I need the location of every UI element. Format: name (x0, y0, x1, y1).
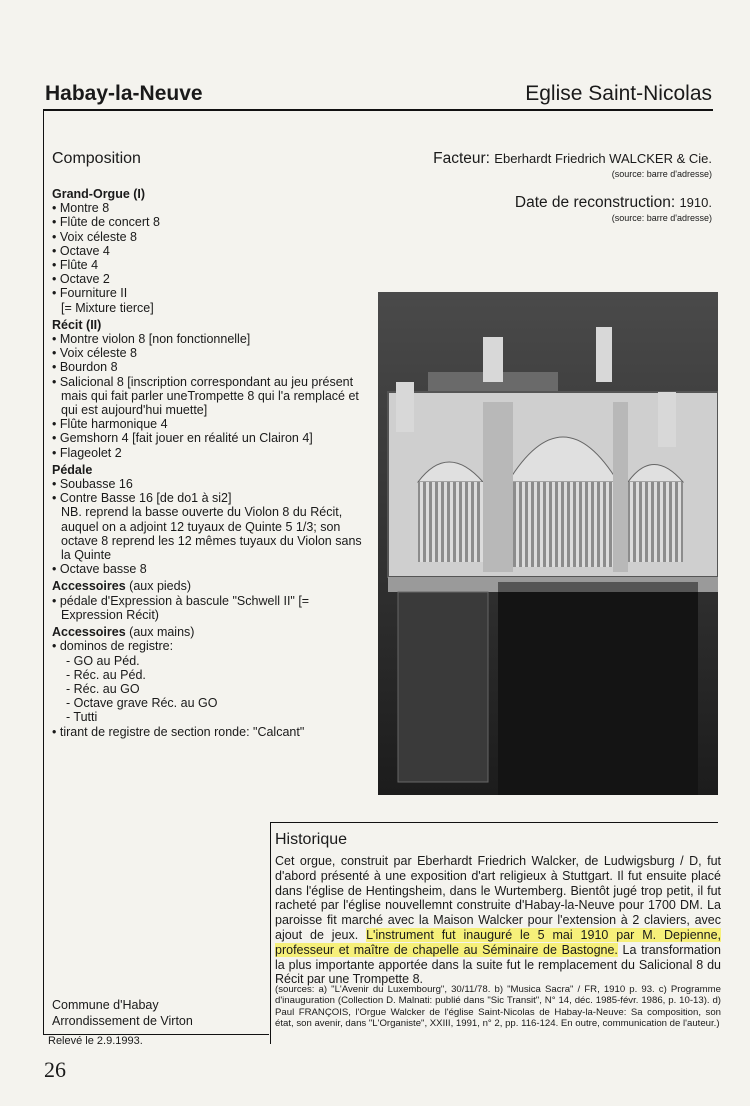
stop-item: • Octave 4 (52, 243, 110, 258)
historique-title: Historique (275, 831, 348, 848)
stop-item: • Gemshorn 4 [fait jouer en réalité un Clairon 4] (52, 431, 313, 446)
accessory-sub-item: - Réc. au GO (66, 681, 140, 696)
stop-item: • Voix céleste 8 (52, 346, 137, 361)
header-rule (43, 109, 713, 111)
stop-item: • Octave basse 8 (52, 562, 147, 577)
accessoires-mains-heading (52, 625, 362, 639)
accessory-item: • dominos de registre: (52, 639, 174, 654)
accessory-sub-item: - GO au Péd. (66, 653, 140, 668)
page-number: 26 (44, 1057, 66, 1082)
stop-note: [= Mixture tierce] (61, 300, 154, 315)
date-source: (source: barre d'adresse) (611, 213, 712, 223)
stop-item: • Contre Basse 16 [de do1 à si2] (52, 491, 232, 506)
recit-heading: Récit (II) (52, 317, 102, 332)
stop-item: • Flûte de concert 8 (52, 215, 160, 230)
pedale-heading: Pédale (52, 462, 93, 477)
stop-item: • Bourdon 8 (52, 360, 118, 375)
historique-part-2: La transformation la plus importante apportée dans la suite fut le remplacement du Salicional 8 du Récit par une Trompette 8. (275, 942, 721, 987)
accessory-sub-item: - Réc. au Péd. (66, 667, 146, 682)
historique-text (275, 854, 721, 987)
stop-item: • Montre violon 8 [non fonctionnelle] (52, 332, 251, 347)
commune-block (52, 997, 193, 1029)
date-value: 1910. (679, 195, 712, 210)
facteur-source: (source: barre d'adresse) (611, 169, 712, 179)
date-label: Date de reconstruction: (514, 194, 676, 211)
accessoires-pieds-heading (52, 579, 362, 593)
historique-left-rule (270, 822, 271, 1044)
pedale-items (52, 477, 362, 576)
stop-item: • Soubasse 16 (52, 477, 133, 492)
historique-rule (270, 822, 718, 823)
commune-name: Commune d'Habay (52, 998, 159, 1012)
composition-title: Composition (52, 150, 141, 167)
facteur-value: Eberhardt Friedrich WALCKER & Cie. (494, 151, 712, 166)
accessoires-suffix: (aux mains) (129, 625, 195, 640)
stop-item: • Flageolet 2 (52, 445, 122, 460)
stop-item: • Octave 2 (52, 272, 110, 287)
stop-item: • Salicional 8 [inscription correspondant au jeu présent mais qui fait parler uneTrompette 8 qui l'a remplacé et qui est aujourd'hui muette] (52, 374, 359, 418)
accessory-sub-item: - Octave grave Réc. au GO (66, 696, 218, 711)
recit-items (52, 332, 362, 460)
stop-item: • Fourniture II (52, 286, 128, 301)
releve-date: Relevé le 2.9.1993. (48, 1035, 143, 1047)
church-name: Eglise Saint-Nicolas (525, 82, 712, 105)
place-name: Habay-la-Neuve (45, 82, 203, 105)
stop-item: • Voix céleste 8 (52, 229, 137, 244)
facteur-block (433, 150, 712, 179)
accessory-item: • pédale d'Expression à bascule "Schwell II" [= Expression Récit) (52, 593, 310, 622)
arrondissement-name: Arrondissement de Virton (52, 1014, 193, 1028)
grand-orgue-heading: Grand-Orgue (I) (52, 187, 146, 201)
accessory-item: • tirant de registre de section ronde: "Calcant" (52, 724, 305, 739)
historique-sources: (sources: a) "L'Avenir du Luxembourg", 30/11/78. b) "Musica Sacra" / FR, 1910 p. 93. c) Programme d'inauguration (Collection D. Malnati: publié dans "Sic Transit", N° 14, déc. 1985-févr. 1986, p. 10-13). d) Paul FRANÇOIS, l'Orgue Walcker de l'église Saint-Nicolas de Habay-la-Neuve: Sa composition, son état, son avenir, dans "L'Organiste", XXIII, 1991, n° 2, pp. 116-124. En outre, communication de l'auteur.) (275, 984, 721, 1030)
organ-photo (378, 292, 718, 795)
facteur-label: Facteur: (433, 150, 490, 167)
accessory-sub-item: - Tutti (66, 710, 98, 725)
historique-highlight: L'instrument fut inauguré le 5 mai 1910 par M. Depienne, professeur et maître de chapelle au Séminaire de Bastogne. (275, 927, 721, 957)
left-frame-rule (43, 109, 44, 1034)
accessoires-label: Accessoires (52, 579, 126, 594)
date-block (515, 194, 712, 223)
historique-part-1: Cet orgue, construit par Eberhardt Friedrich Walcker, de Ludwigsburg / D, fut d'abord présenté à une exposition d'art religieux à Stuttgart. Il fut ensuite placé dans l'église de Hentingsheim, dans le Wurtemberg. Bientôt jugé trop petit, il fut racheté par l'église nouvellemnt construite d'Habay-la-Neuve pour 1700 DM. La paroisse fit marché avec la Maison Walcker pour l'extension à 2 claviers, avec ajout de jeux. (275, 854, 721, 942)
stop-item: • Montre 8 (52, 201, 110, 216)
pedale-note: NB. reprend la basse ouverte du Violon 8 du Récit, auquel on a adjoint 12 tuyaux de Quinte 5 1/3; son octave 8 reprend les 12 mêmes tuyaux du Violon sans la Quinte (61, 505, 362, 563)
stop-item: • Flûte 4 (52, 258, 99, 273)
organ-photo-illustration (378, 292, 718, 795)
accessoires-suffix: (aux pieds) (129, 579, 191, 594)
accessoires-label: Accessoires (52, 625, 126, 640)
grand-orgue-items (52, 201, 362, 315)
stop-item: • Flûte harmonique 4 (52, 417, 168, 432)
composition-list (52, 184, 362, 739)
